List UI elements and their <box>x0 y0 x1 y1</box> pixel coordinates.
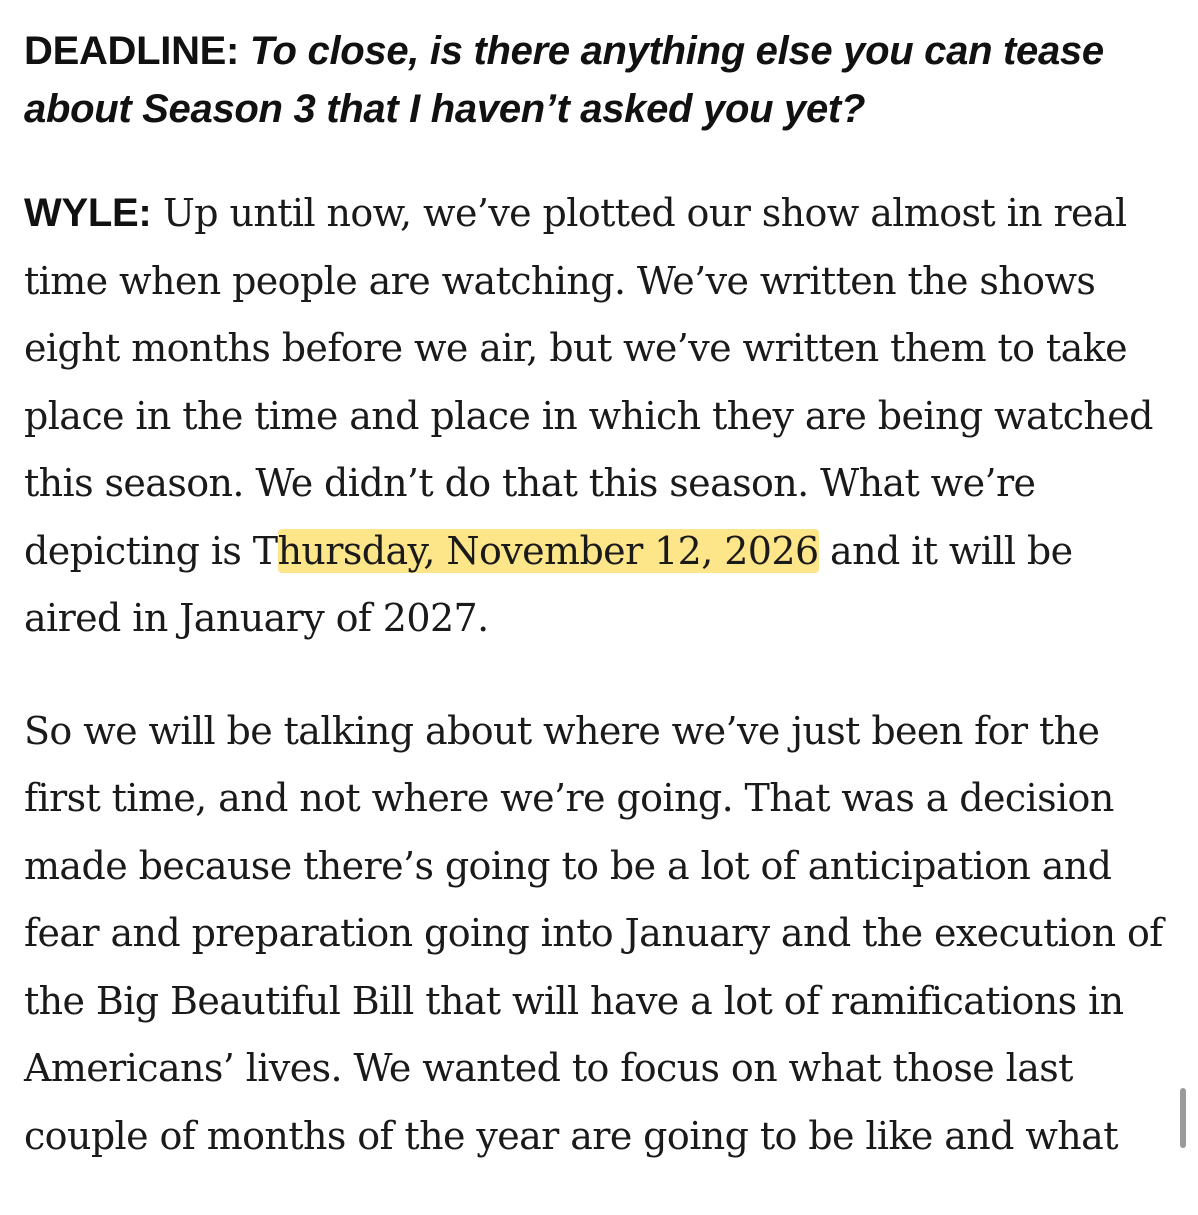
answer-speaker: WYLE: <box>24 191 152 235</box>
article-body <box>24 22 1174 1215</box>
paragraph-2-text: So we will be talking about where we’ve just been for the first time, and not where we’re going. That was a decision made because there’s going to be a lot of anticipation and fear and preparation going into January and the execution of the Big Beautiful Bill that will have a lot of ramifications in Americans’ lives. We wanted to focus on what those last couple of months of the year are going to be like and what <box>24 708 1163 1158</box>
answer-text-before: Up until now, we’ve plotted our show almost in real time when people are watching. We’ve written the shows eight months before we air, but we’ve written them to take place in the time and place in which they are being watched this season. We didn’t do that this season. What we’re depicting is T <box>24 191 1153 573</box>
answer-paragraph-2 <box>24 698 1174 1171</box>
interview-question <box>24 22 1174 138</box>
interview-answer <box>24 180 1174 653</box>
question-speaker: DEADLINE: <box>24 29 240 73</box>
question-text: To close, is there anything else you can tease about Season 3 that I haven’t asked you yet? <box>24 29 1104 131</box>
answer-text-after: and it will be aired in January of 2027. <box>24 528 1073 640</box>
highlighted-date[interactable]: hursday, November 12, 2026 <box>277 528 819 573</box>
scrollbar-thumb[interactable] <box>1180 1088 1186 1148</box>
